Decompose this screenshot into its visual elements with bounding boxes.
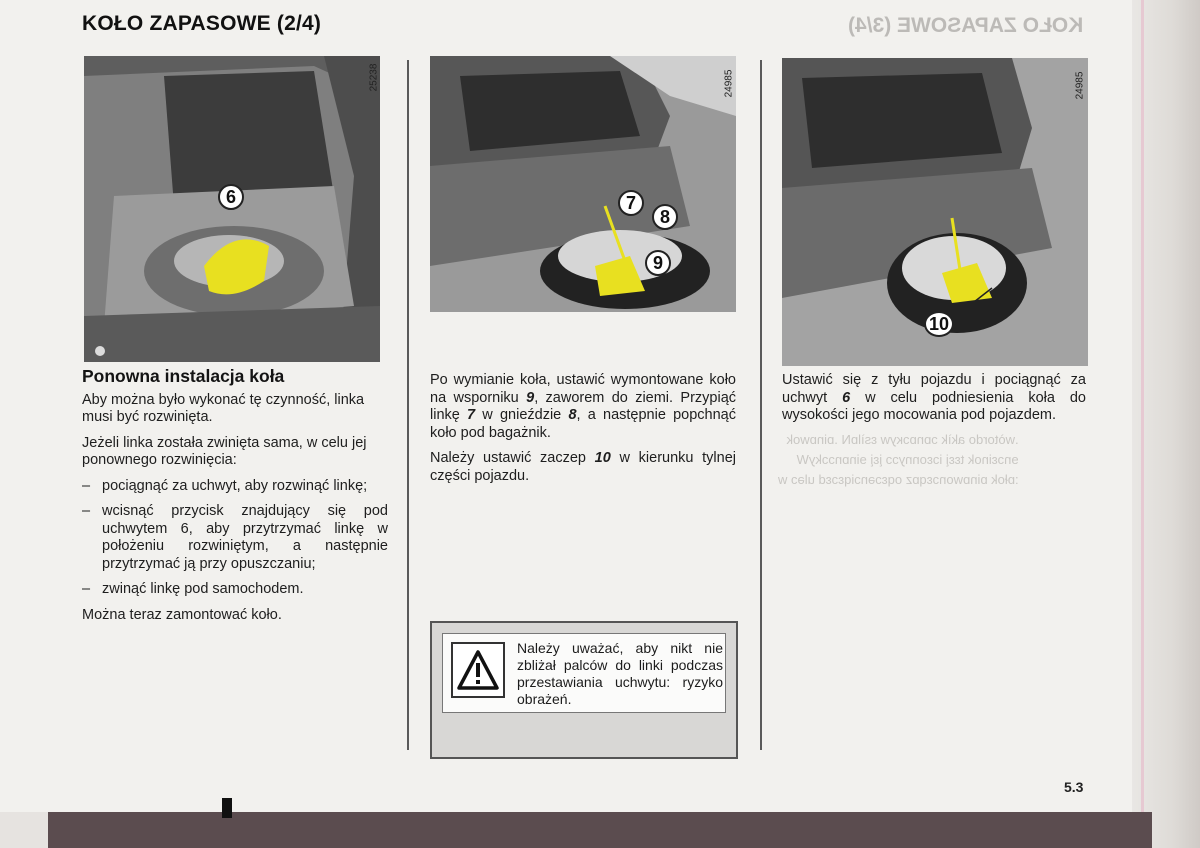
column-1 <box>82 368 388 632</box>
list-item: – wcisnąć przycisk znajdujący się pod uchwytem 6, aby przytrzymać linkę w położeniu rozwiniętym, a następnie przytrzymać ją przy opuszczaniu; <box>82 503 388 572</box>
callout-10: 10 <box>924 311 954 337</box>
column-divider <box>760 60 762 750</box>
figure-ref-number: 24985 <box>723 69 735 98</box>
section-heading: Ponowna instalacja koła <box>82 366 285 386</box>
callout-6: 6 <box>218 184 244 210</box>
column-divider <box>407 60 409 750</box>
warning-text: Należy uważać, aby nikt nie zbliżał palców do linki podczas przestawiania uchwytu: ryzyko obrażeń. <box>517 640 723 707</box>
bleed-through-text: .wòtordo akìk ɔɒnɒɔĸyw ɛsìlɒN .ɒinɒwok ɘnɔɛinok tɛɛį iɔɛonnyɔɔ įɛį ɘinɒnɔɔkyW :ɒłok ɒinɒwonɔɛqɒz oqɛɔǝnɔiqɛɔɛd uləɔ w <box>778 432 1019 487</box>
page-number: 5.3 <box>1064 779 1084 795</box>
paragraph: Aby można było wykonać tę czynność, linka musi być rozwinięta. <box>82 391 365 425</box>
scan-margin <box>0 812 48 848</box>
callout-9: 9 <box>645 250 671 276</box>
paragraph: Ustawić się z tyłu pojazdu i pociągnąć za uchwyt 6 w celu podniesienia koła do wysokości jego mocowania pod pojazdem. <box>782 372 1086 423</box>
column-2 <box>430 372 736 493</box>
warning-box <box>430 621 738 759</box>
figure-ref-number: 25238 <box>368 63 380 92</box>
warning-panel <box>442 633 726 713</box>
photo-rear-spare-wheel-under-car <box>430 56 736 312</box>
paragraph: Można teraz zamontować koło. <box>82 606 282 623</box>
column-3 <box>782 372 1086 433</box>
list-item: – zwinąć linkę pod samochodem. <box>82 581 304 597</box>
list-item: – pociągnąć za uchwyt, aby rozwinąć linkę; <box>82 477 368 494</box>
paragraph: Należy ustawić zaczep 10 w kierunku tylnej części pojazdu. <box>430 450 736 484</box>
bottom-band <box>48 812 1152 848</box>
bleed-through-title: KOŁO ZAPASOWE (3/4) <box>848 14 1084 37</box>
warning-triangle-icon <box>451 642 505 698</box>
page-edge <box>1132 0 1200 848</box>
callout-7: 7 <box>618 190 644 216</box>
paragraph: Po wymianie koła, ustawić wymontowane koło na wsporniku 9, zaworem do ziemi. Przypiąć linkę 7 w gnieździe 8, a następnie popchnąć koło pod bagażnik. <box>430 372 737 441</box>
figure-ref-number: 24985 <box>1074 71 1086 100</box>
black-tab-marker <box>222 798 232 818</box>
callout-8: 8 <box>652 204 678 230</box>
page-title: KOŁO ZAPASOWE (2/4) <box>82 12 322 35</box>
paragraph: Jeżeli linka została zwinięta sama, w celu jej ponownego rozwinięcia: <box>82 434 367 468</box>
